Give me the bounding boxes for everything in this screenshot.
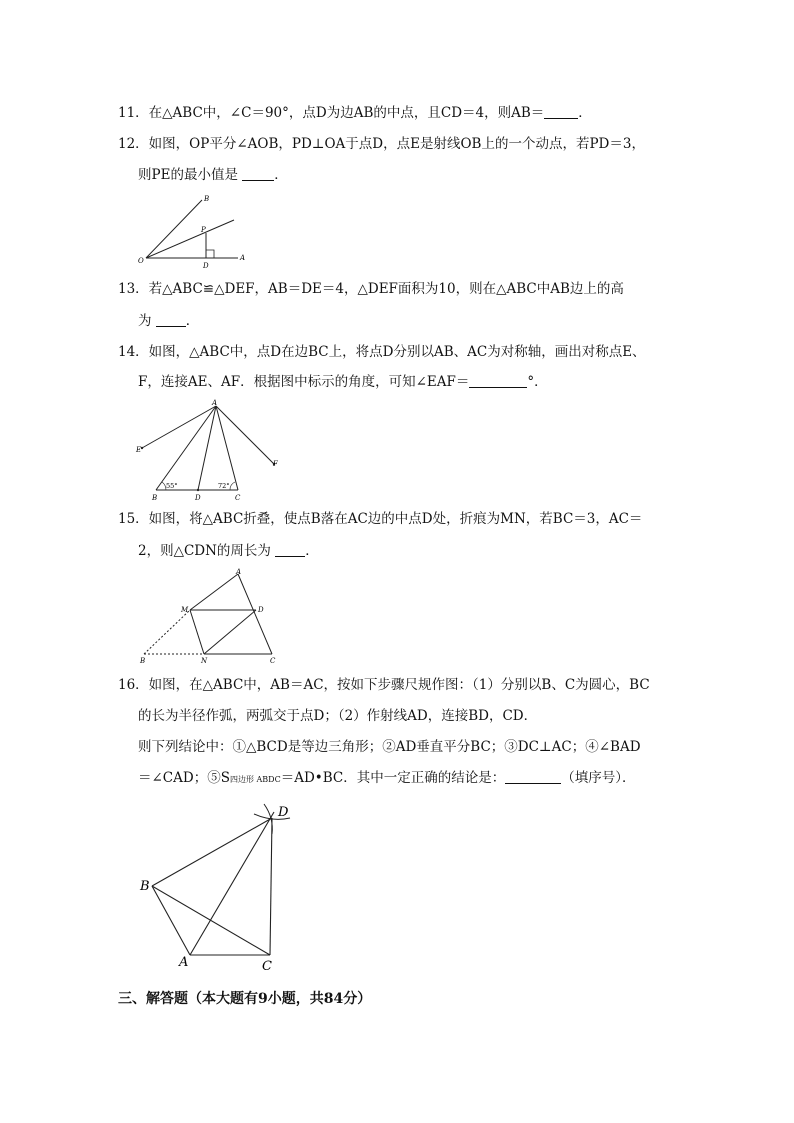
label-b: B: [204, 195, 210, 203]
label-a: A: [212, 399, 218, 407]
label-a: A: [236, 568, 242, 576]
label-d: D: [195, 494, 201, 502]
side-ac: [216, 406, 238, 490]
label-m: M: [181, 606, 189, 614]
q12-figure: [136, 192, 256, 272]
angle-c-arc: [230, 482, 235, 490]
label-c: C: [235, 494, 241, 502]
q16-line1: 16．如图，在△ABC中，AB＝AC，按如下步骤尺规作图：（1）分别以B、C为圆心，BC: [118, 677, 650, 693]
label-c: C: [270, 657, 276, 665]
q14-line2: [138, 373, 548, 391]
q12-line1: 12．如图，OP平分∠AOB，PD⊥OA于点D，点E是射线OB上的一个动点，若PD＝3，: [118, 136, 645, 152]
side-ab: [152, 886, 190, 955]
label-f: F: [273, 460, 278, 468]
label-p: P: [201, 226, 206, 234]
label-d: D: [258, 606, 264, 614]
q12-line2: [138, 166, 288, 184]
segment-ae: [142, 406, 216, 448]
q16-text4a: ＝∠CAD；⑤S: [138, 770, 230, 786]
folded-bm: [144, 610, 190, 654]
segment-af: [216, 406, 274, 464]
q16-end: （填序号）．: [561, 770, 636, 786]
label-c: C: [262, 959, 272, 974]
label-a: A: [240, 254, 246, 262]
point-d: [197, 489, 199, 491]
q13-line1: 13．若△ABC≌△DEF，AB＝DE＝4，△DEF面积为10，则在△ABC中AB边上的高: [118, 281, 624, 297]
side-bc: [152, 886, 270, 955]
q12-answer-blank[interactable]: [242, 166, 274, 181]
q16-text4b: ＝AD•BC．其中一定正确的结论是：: [280, 770, 506, 786]
q13-answer-blank[interactable]: [156, 312, 186, 327]
ray-op: [146, 220, 234, 258]
q15-line1: 15．如图，将△ABC折叠，使点B落在AC边的中点D处，折痕为MN，若BC＝3，AC＝: [118, 511, 643, 527]
q15-answer-blank[interactable]: [275, 542, 305, 557]
q14-figure: [134, 396, 284, 504]
q14-line1: 14．如图，△ABC中，点D在边BC上，将点D分别以AB、AC为对称轴，画出对称点E、: [118, 344, 646, 360]
q16-answer-blank[interactable]: [505, 769, 561, 784]
q15-line2: [138, 542, 319, 560]
side-am: [190, 574, 238, 610]
q16-subscript: 四边形 ABDC: [229, 775, 281, 784]
arc-from-c: [264, 804, 272, 834]
q11-text: 11．在△ABC中，∠C＝90°，点D为边AB的中点，且CD＝4，则AB＝: [118, 105, 545, 121]
label-b: B: [152, 494, 158, 502]
segment-nd: [204, 610, 256, 654]
angle-c-label: 72°: [218, 482, 230, 490]
ray-ob: [146, 200, 202, 258]
segment-bd: [152, 818, 272, 886]
label-b: B: [140, 879, 150, 894]
label-d: D: [203, 262, 209, 270]
right-angle-mark: [206, 250, 214, 258]
q16-figure: [136, 800, 306, 980]
q13-line2: [138, 312, 199, 330]
segment-cd: [270, 818, 272, 955]
label-o: O: [138, 257, 144, 265]
label-e: E: [136, 446, 142, 454]
q15-figure: [138, 568, 283, 668]
label-a: A: [179, 955, 189, 970]
q11-line: [118, 104, 592, 122]
q16-line3: 则下列结论中：①△BCD是等边三角形；②AD垂直平分BC；③DC⊥AC；④∠BAD: [138, 739, 641, 755]
q13-text2: 为: [138, 313, 156, 329]
q14-text2: F，连接AE、AF．根据图中标示的角度，可知∠EAF＝: [138, 374, 470, 390]
q13-end: ．: [185, 313, 200, 329]
side-ac: [238, 574, 272, 654]
q12-text2: 则PE的最小值是: [138, 167, 243, 183]
q14-answer-blank[interactable]: [469, 373, 527, 388]
label-b: B: [140, 657, 146, 665]
ray-ad: [190, 812, 274, 955]
q11-end: ．: [578, 105, 592, 121]
point-e: [141, 447, 143, 449]
q15-end: ．: [305, 543, 319, 559]
angle-b-label: 55°: [166, 482, 178, 490]
q16-line2: 的长为半径作弧，两弧交于点D；（2）作射线AD，连接BD，CD．: [138, 708, 538, 724]
section-heading: 三、解答题（本大题有9小题，共84分）: [118, 991, 372, 1007]
q16-line4: [138, 769, 636, 789]
label-d: D: [278, 805, 289, 820]
label-n: N: [201, 657, 208, 665]
segment-mn: [190, 610, 204, 654]
q12-end: ．: [274, 167, 288, 183]
q14-end: °．: [527, 374, 548, 390]
q11-answer-blank[interactable]: [544, 104, 578, 119]
q15-text2: 2，则△CDN的周长为: [138, 543, 276, 559]
